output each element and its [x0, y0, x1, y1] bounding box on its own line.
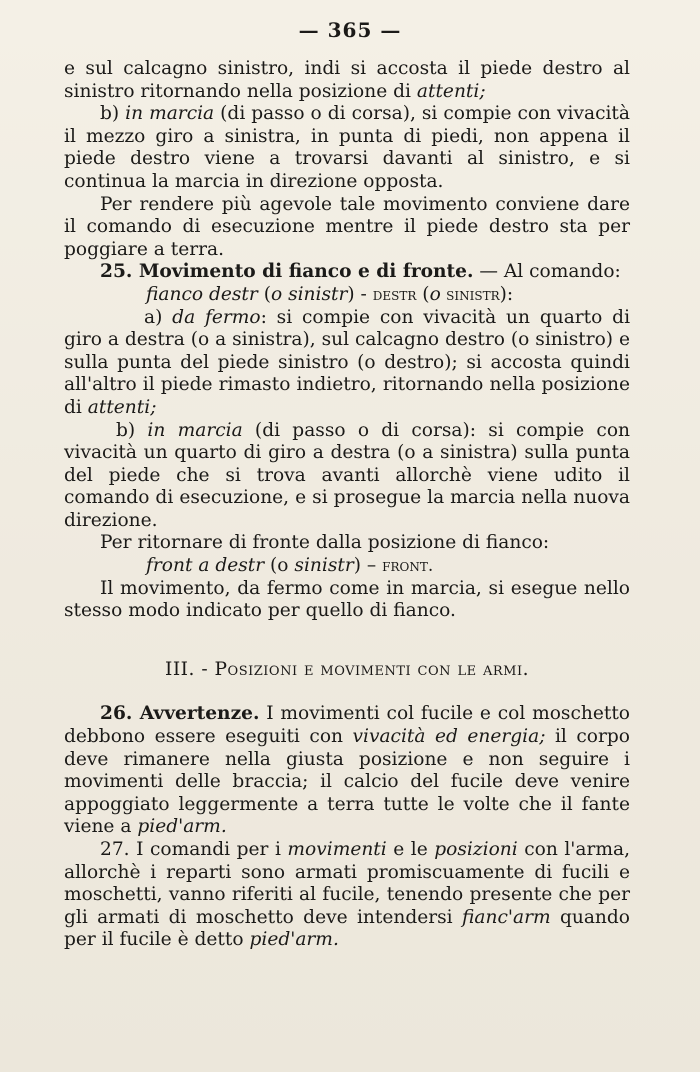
section-25-heading: 25. Movimento di fianco e di fronte.: [100, 261, 474, 283]
paragraph-25: 25. Movimento di fianco e di fronte. — Al comando:: [100, 261, 621, 283]
page-body: [64, 58, 630, 952]
page-number: — 365 —: [298, 18, 402, 42]
paragraph-continuation: e sul calcagno sinistro, indi si accosta il piede destro al sinistro ritornando nella posizione di attenti;: [64, 58, 630, 102]
spacer: [64, 623, 630, 659]
paragraph-b-in-marcia: b) in marcia (di passo o di corsa), si compie con vivacità il mezzo giro a sinistra, in punta di piedi, non appena il piede destro viene a trovarsi davanti al sinistro, e si continua la marcia in direzione opposta.: [64, 103, 630, 192]
paragraph-movimento: Il movimento, da fermo come in marcia, si esegue nello stesso modo indicato per quello di fianco.: [64, 577, 630, 622]
paragraph-ritornare: Per ritornare di fronte dalla posizione di fianco:: [100, 532, 550, 554]
paragraph-27: 27. I comandi per i movimenti e le posizioni con l'arma, allorchè i reparti sono armati promiscuamente di fucili e moschetti, vanno riferiti al fucile, tenendo presente che per gli armati di moschetto deve intendersi fianc'arm quando per il fucile è detto pied'arm.: [64, 839, 631, 951]
section-26-heading: 26. Avvertenze.: [100, 703, 260, 725]
section-heading-III: III. - Posizioni e movimenti con le armi.: [164, 658, 530, 680]
command-front: front a destr (o sinistr) – front.: [146, 555, 434, 577]
paragraph-a-da-fermo: a) da fermo: si compie con vivacità un quarto di giro a destra (o a sinistra), sul calcagno destro (o sinistro) e sulla punta del piede sinistro (o destro); si accosta quindi all'altro il piede rimasto indietro, ritornando nella posizione di attenti;: [64, 306, 631, 418]
spacer: [64, 681, 630, 703]
paragraph-26: 26. Avvertenze. I movimenti col fucile e col moschetto debbono essere eseguiti con vivacità ed energia; il corpo deve rimanere nella giusta posizione e non seguire i movimenti delle braccia; il calcio del fucile deve venire appoggiato leggermente a terra tutte le volte che il fante viene a pied'arm.: [64, 703, 630, 838]
paragraph-note: Per rendere più agevole tale movimento conviene dare il comando di esecuzione mentre il piede destro sta per poggiare a terra.: [64, 193, 630, 260]
command-fianco: fianco destr (o sinistr) - destr (o sinistr):: [146, 283, 514, 305]
paragraph-b-in-marcia-2: b) in marcia (di passo o di corsa): si compie con vivacità un quarto di giro a destra (o a sinistra) sulla punta del piede che si trova avanti allorchè viene udito il comando di esecuzione, e si prosegue la marcia nella nuova direzione.: [64, 419, 630, 531]
